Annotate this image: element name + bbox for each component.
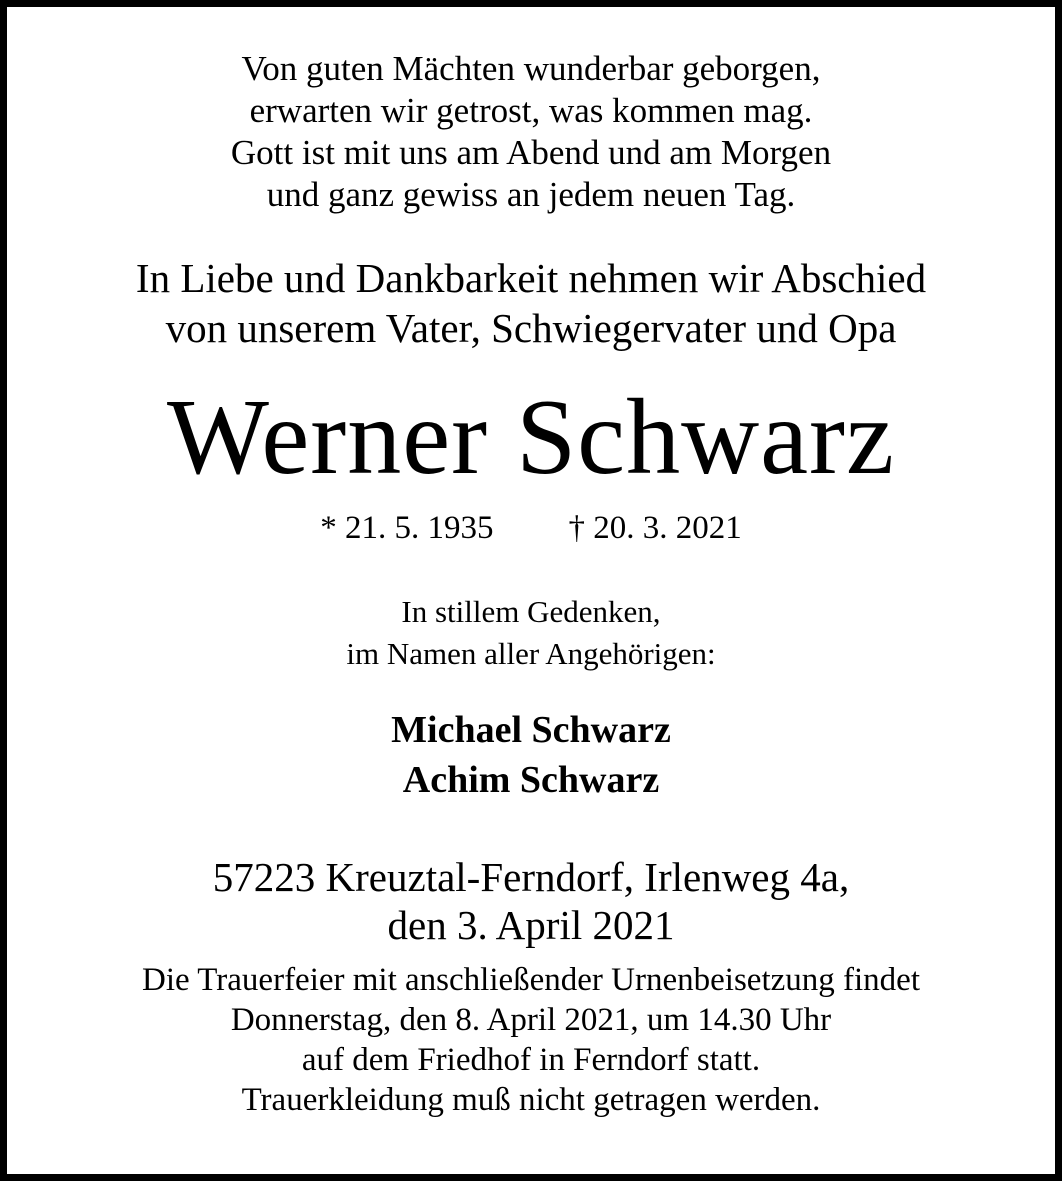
remembrance-line: In stillem Gedenken,: [401, 594, 661, 629]
poem-line: Gott ist mit uns am Abend und am Morgen: [230, 133, 832, 172]
deceased-name: Werner Schwarz: [167, 378, 895, 497]
mourner-names: [0, 705, 1062, 805]
service-line: Die Trauerfeier mit anschließender Urnenbeisetzung findet: [142, 962, 920, 998]
intro-line: In Liebe und Dankbarkeit nehmen wir Abschied: [135, 255, 927, 301]
life-dates: [0, 506, 1062, 550]
service-line: Trauerkleidung muß nicht getragen werden.: [241, 1082, 821, 1118]
mourner-name: Michael Schwarz: [391, 709, 671, 751]
poem-line: Von guten Mächten wunderbar geborgen,: [241, 49, 821, 88]
notice-date: den 3. April 2021: [387, 902, 675, 948]
poem-line: erwarten wir getrost, was kommen mag.: [249, 91, 813, 130]
service-line: Donnerstag, den 8. April 2021, um 14.30 Uhr: [230, 1002, 832, 1038]
death-date: † 20. 3. 2021: [568, 510, 742, 546]
mourner-name: Achim Schwarz: [402, 759, 660, 801]
address-and-date: [0, 853, 1062, 949]
farewell-intro: [0, 253, 1062, 353]
poem-line: und ganz gewiss an jedem neuen Tag.: [266, 175, 796, 214]
birth-date: * 21. 5. 1935: [320, 510, 494, 546]
poem-verse: [0, 48, 1062, 216]
funeral-service-info: [0, 960, 1062, 1120]
service-line: auf dem Friedhof in Ferndorf statt.: [301, 1042, 761, 1078]
address-line: 57223 Kreuztal-Ferndorf, Irlenweg 4a,: [212, 854, 850, 900]
remembrance-text: [0, 591, 1062, 675]
remembrance-line: im Namen aller Angehörigen:: [346, 636, 716, 671]
intro-line: von unserem Vater, Schwiegervater und Opa: [165, 305, 897, 351]
